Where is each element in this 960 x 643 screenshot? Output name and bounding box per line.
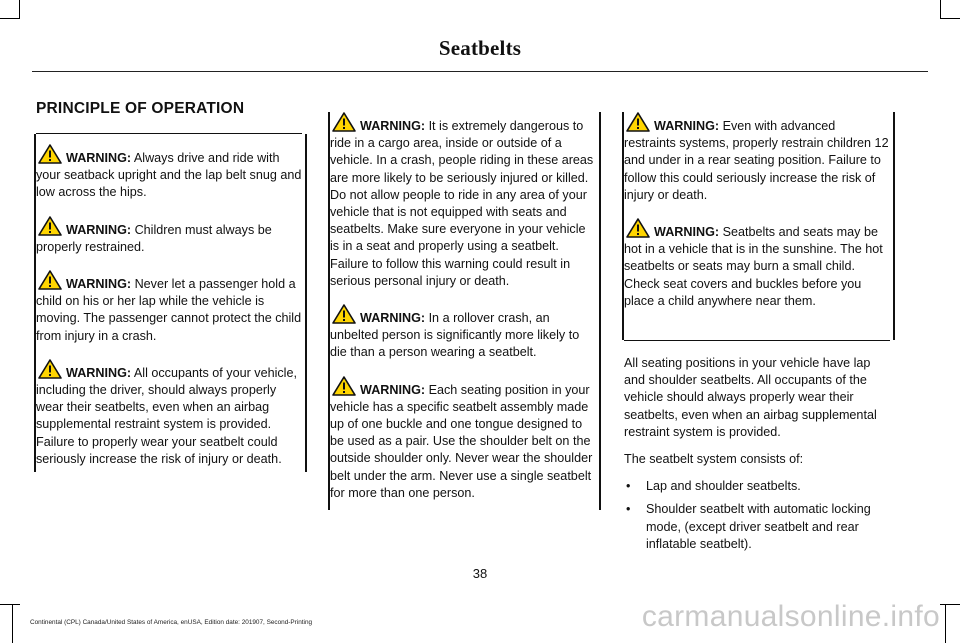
warning-triangle-icon — [38, 144, 62, 164]
warning-item — [624, 218, 890, 310]
warning-text: All occupants of your vehicle, including the driver, should always properly wear their seatbelts, even when an airbag supplemental restraint system is provided. Failure to properly wear your seatbelt could seriously increase the risk of injury or death. — [36, 365, 297, 466]
bullet-icon: • — [626, 479, 631, 494]
page-title: Seatbelts — [438, 36, 522, 60]
crop-mark — [0, 18, 20, 19]
warning-item — [330, 304, 596, 362]
watermark: carmanualsonline.info — [641, 600, 940, 633]
page-number: 38 — [472, 566, 488, 581]
warning-label: WARNING: — [66, 365, 132, 380]
warning-label: WARNING: — [654, 225, 720, 240]
list-item — [624, 501, 890, 553]
list-item-text: Shoulder seatbelt with automatic locking mode, (except driver seatbelt and rear inflatable seatbelt). — [646, 502, 871, 551]
crop-mark — [945, 604, 946, 643]
warning-text: Always drive and ride with your seatback upright and the lap belt snug and low across the hips. — [36, 151, 302, 200]
list-item-text: Lap and shoulder seatbelts. — [646, 479, 801, 494]
crop-mark — [940, 18, 960, 19]
bullet-icon: • — [626, 502, 631, 517]
warning-label: WARNING: — [360, 119, 426, 133]
warning-box-right-rule — [893, 112, 895, 340]
warning-text: Children must always be properly restrained. — [36, 222, 272, 254]
warning-text: Never let a passenger hold a child on his or her lap while the vehicle is moving. The passenger cannot protect the child from injury in a crash. — [36, 277, 302, 343]
column-2 — [330, 100, 596, 510]
crop-mark — [940, 0, 941, 18]
warning-item — [624, 112, 890, 204]
section-heading: PRINCIPLE OF OPERATION — [36, 100, 245, 117]
header-divider — [32, 71, 928, 72]
bullet-list — [624, 478, 890, 553]
warning-text: Each seating position in your vehicle has a specific seatbelt assembly made up of one buckle and one tongue designed to be used as a pair. Use the shoulder belt on the outside shoulder only. Never wear the shoulder belt under the arm. Never use a single seatbelt for more than one person. — [330, 382, 593, 500]
list-item — [624, 478, 890, 495]
warning-box-right-rule — [599, 112, 601, 510]
warning-item — [36, 270, 302, 345]
warning-label: WARNING: — [66, 151, 132, 165]
warning-triangle-icon — [38, 359, 62, 379]
crop-mark — [19, 0, 20, 18]
warning-text: It is extremely dangerous to ride in a cargo area, inside or outside of a vehicle. In a crash, people riding in these areas are more likely to be seriously injured or killed. Do not allow people to ride in any area of your vehicle that is not equipped with seats and seatbelts. Make sure everyone in your vehicle is in a seat and properly using a seatbelt. Failure to follow this warning could result in serious personal injury or death. — [330, 119, 594, 288]
warning-triangle-icon — [626, 112, 650, 132]
warning-triangle-icon — [332, 376, 356, 396]
warning-item — [36, 144, 302, 202]
warning-label: WARNING: — [654, 119, 720, 133]
warning-triangle-icon — [626, 218, 650, 238]
warning-triangle-icon — [38, 270, 62, 290]
warning-item — [36, 359, 302, 468]
crop-mark — [0, 604, 20, 605]
warning-label: WARNING: — [66, 222, 132, 237]
body-paragraph: All seating positions in your vehicle have lap and shoulder seatbelts. All occupants of the vehicle should always properly wear their seatbelts, even when an airbag supplemental restraint system is provided. — [624, 356, 877, 439]
warning-triangle-icon — [38, 216, 62, 236]
warning-triangle-icon — [332, 112, 356, 132]
warning-label: WARNING: — [360, 311, 426, 326]
warning-label: WARNING: — [360, 382, 426, 397]
warning-box-left-rule — [622, 112, 624, 340]
warning-box-left-rule — [328, 112, 330, 510]
warning-text: Seatbelts and seats may be hot in a vehicle that is in the sunshine. The hot seatbelts or seats may burn a small child. Check seat covers and buckles before you place a child anywhere near them. — [624, 225, 883, 308]
body-paragraph: The seatbelt system consists of: — [624, 452, 804, 467]
warning-triangle-icon — [332, 304, 356, 324]
column-3 — [624, 100, 890, 559]
warning-box — [36, 133, 302, 472]
crop-mark — [940, 604, 960, 605]
crop-mark — [12, 604, 13, 643]
warning-item — [36, 216, 302, 256]
warning-box — [624, 112, 890, 341]
warning-text: Even with advanced restraints systems, properly restrain children 12 and under in a rear seating position. Failure to follow this could seriously increase the risk of injury or death. — [624, 119, 889, 202]
warning-text: In a rollover crash, an unbelted person is significantly more likely to die than a person wearing a seatbelt. — [330, 311, 580, 360]
warning-item — [330, 376, 596, 502]
warning-label: WARNING: — [66, 277, 132, 292]
warning-item — [330, 112, 596, 290]
warning-box-right-rule — [305, 134, 307, 472]
column-1 — [36, 133, 302, 472]
edition-footer: Continental (CPL) Canada/United States of America, enUSA, Edition date: 201907, Second-Printing — [30, 619, 313, 626]
warning-box-left-rule — [34, 134, 36, 472]
warning-box — [330, 112, 596, 510]
